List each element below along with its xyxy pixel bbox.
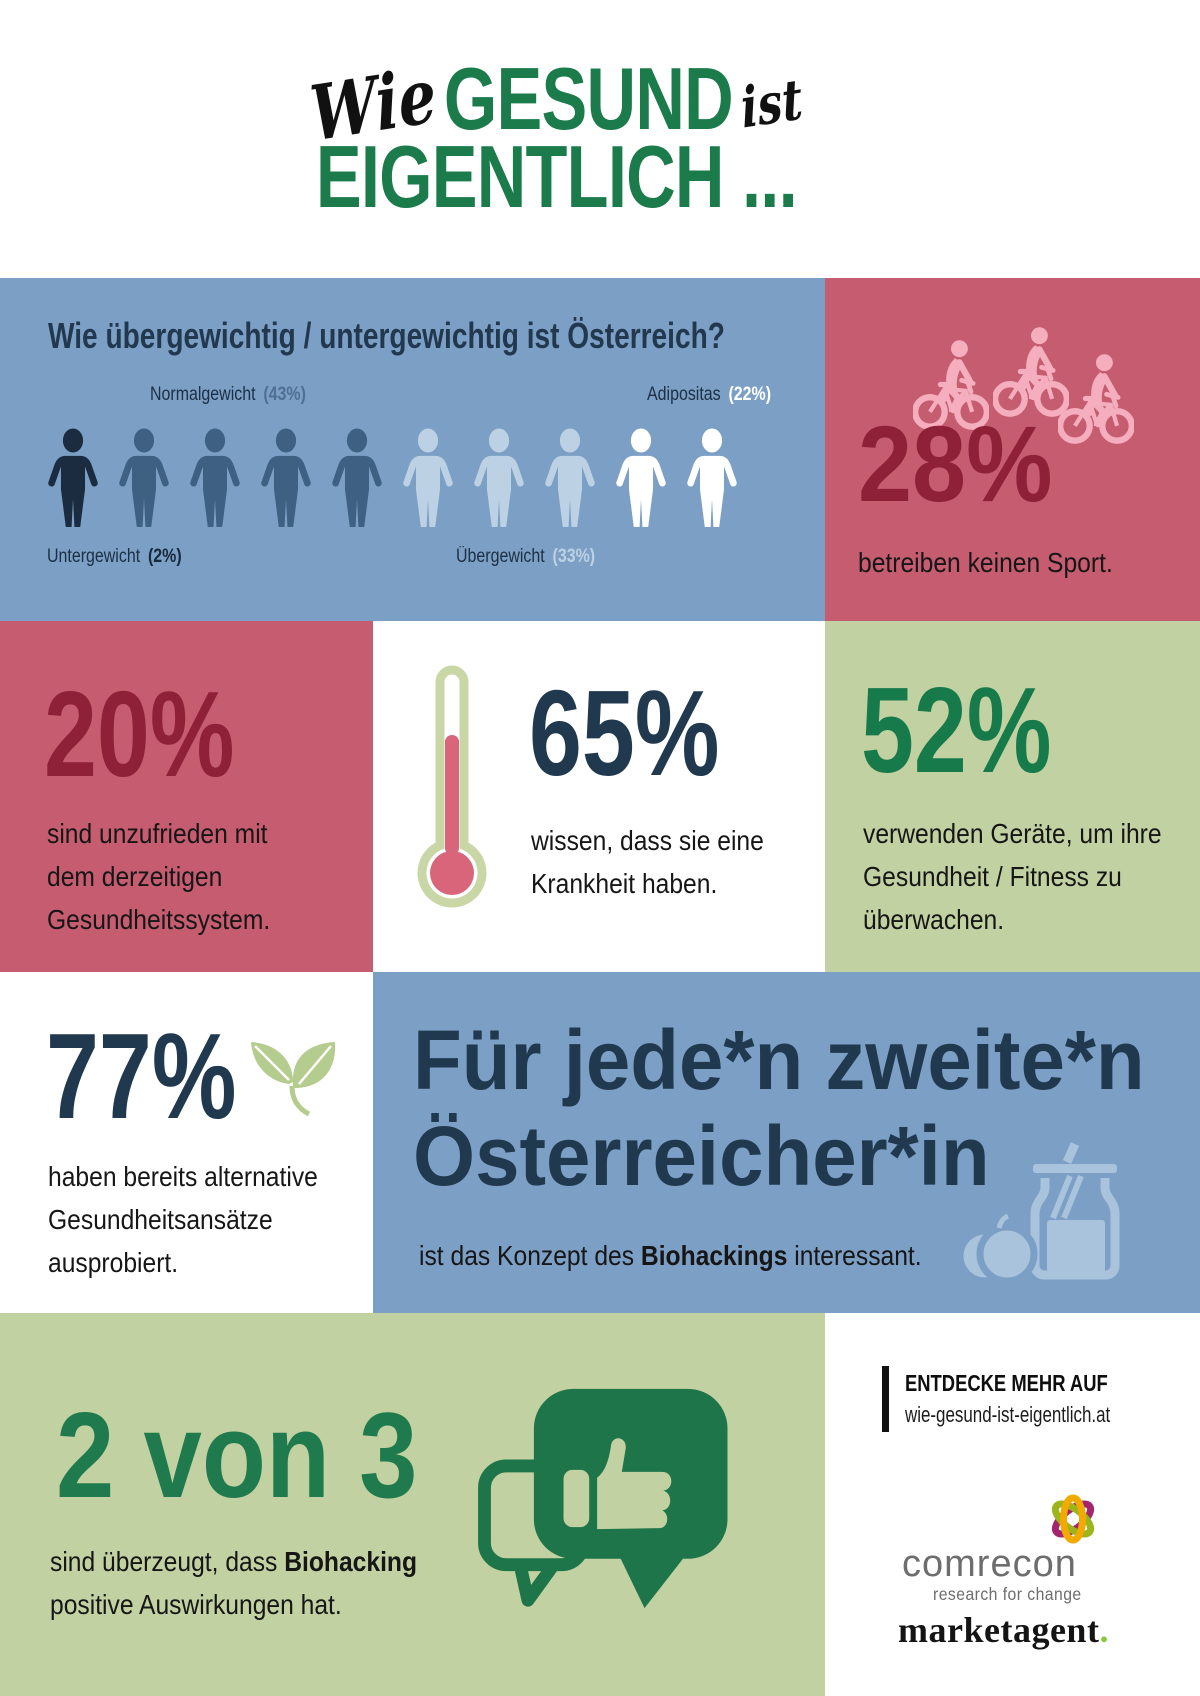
people-row [48, 426, 737, 530]
label-adipositas-text: Adipositas [647, 384, 721, 405]
header-script-wie: Wie [306, 50, 440, 159]
label-uebergewicht-pct: (33%) [552, 546, 596, 567]
marketagent-dot: . [1099, 1610, 1109, 1650]
header-word-eigentlich: EIGENTLICH ... [315, 127, 797, 226]
smoothie-and-apple-icon [955, 1140, 1145, 1290]
stat-conviction-line1 [50, 1540, 417, 1583]
label-adipositas-pct: (22%) [728, 384, 772, 405]
cyclist-icon [1058, 350, 1134, 452]
stat-alternative-line: Gesundheitsansätze [48, 1204, 273, 1235]
devices-panel [825, 621, 1200, 972]
stat-system-line: sind unzufrieden mit [47, 818, 268, 849]
stat-alternative-line: haben bereits alternative [48, 1161, 318, 1192]
stat-system-text [47, 812, 270, 941]
weight-panel-title: Wie übergewichtig / untergewichtig ist Österreich? [48, 315, 725, 356]
stat-alternative-line: ausprobiert. [48, 1247, 179, 1278]
person-icon [190, 426, 240, 530]
biohacking-headline-line1: Für jede*n zweite*n [413, 1013, 1145, 1107]
stat-devices-text [863, 812, 1162, 941]
label-uebergewicht [456, 546, 595, 568]
person-icon [474, 426, 524, 530]
stat-alternative-value: 77% [46, 1008, 237, 1144]
comrecon-logo-text: comrecon [902, 1543, 1077, 1585]
discover-label: ENTDECKE MEHR AUF [905, 1370, 1108, 1396]
discover-url[interactable]: wie-gesund-ist-eigentlich.at [905, 1402, 1111, 1427]
stat-alternative-text [48, 1155, 318, 1284]
header-word-gesund: GESUND [443, 49, 733, 148]
stat-sport-value: 28% [858, 403, 1053, 524]
person-icon [119, 426, 169, 530]
biohacking-sentence-prefix: ist das Konzept des [419, 1240, 641, 1271]
biohacking-sentence-bold: Biohackings [640, 1240, 788, 1271]
header-line-2 [0, 126, 1156, 228]
label-untergewicht-pct: (2%) [147, 546, 182, 567]
thermometer-icon [413, 665, 491, 911]
label-uebergewicht-text: Übergewicht [456, 546, 545, 567]
leaves-icon [247, 1036, 339, 1128]
biohacking-panel [373, 972, 1200, 1313]
stat-system-line: Gesundheitssystem. [47, 904, 271, 935]
person-icon [261, 426, 311, 530]
biohacking-sentence [419, 1234, 922, 1277]
stat-devices-line: Gesundheit / Fitness zu [863, 861, 1122, 892]
marketagent-word: marketagent [898, 1610, 1100, 1650]
person-icon [616, 426, 666, 530]
conviction-line1-bold: Biohacking [284, 1546, 418, 1577]
biohacking-sentence-suffix: interessant. [787, 1240, 922, 1271]
stat-sport-text: betreiben keinen Sport. [858, 547, 1113, 578]
stat-system-line: dem derzeitigen [47, 861, 223, 892]
conviction-panel [0, 1313, 825, 1696]
stat-illness-line: Krankheit haben. [531, 868, 718, 899]
stat-illness-value: 65% [529, 665, 720, 801]
marketagent-logo-text [898, 1609, 1109, 1651]
comrecon-ribbon-icon [1041, 1485, 1105, 1549]
weight-distribution-panel [0, 278, 825, 621]
conviction-line1-prefix: sind überzeugt, dass [50, 1546, 285, 1577]
alternative-health-panel [0, 972, 373, 1313]
thumbs-up-bubble-icon [472, 1379, 740, 1621]
label-untergewicht [47, 546, 182, 568]
person-icon [545, 426, 595, 530]
stat-devices-line: verwenden Geräte, um ihre [863, 818, 1162, 849]
person-icon [687, 426, 737, 530]
person-icon [332, 426, 382, 530]
person-icon [48, 426, 98, 530]
vertical-divider-bar [882, 1366, 889, 1432]
stat-illness-text [531, 819, 764, 905]
label-adipositas [647, 384, 771, 406]
illness-panel [373, 621, 825, 972]
header-script-ist: ist [737, 66, 805, 142]
stat-conviction-line2: positive Auswirkungen hat. [50, 1589, 342, 1620]
stat-devices-line: überwachen. [863, 904, 1005, 935]
label-normalgewicht [150, 384, 306, 406]
stat-devices-value: 52% [861, 662, 1052, 798]
stat-illness-line: wissen, dass sie eine [531, 825, 764, 856]
discover-more-panel [825, 1313, 1200, 1696]
label-normalgewicht-pct: (43%) [263, 384, 306, 405]
stat-conviction-value: 2 von 3 [56, 1387, 418, 1523]
health-system-panel [0, 621, 373, 972]
label-normalgewicht-text: Normalgewicht [150, 384, 256, 405]
no-sport-panel [825, 278, 1200, 621]
comrecon-tagline: research for change [933, 1584, 1082, 1604]
label-untergewicht-text: Untergewicht [47, 546, 141, 567]
person-icon [403, 426, 453, 530]
biohacking-headline-line2: Österreicher*in [413, 1109, 990, 1203]
header [0, 0, 1200, 278]
stat-system-value: 20% [44, 666, 235, 802]
stat-conviction-text [50, 1540, 417, 1626]
